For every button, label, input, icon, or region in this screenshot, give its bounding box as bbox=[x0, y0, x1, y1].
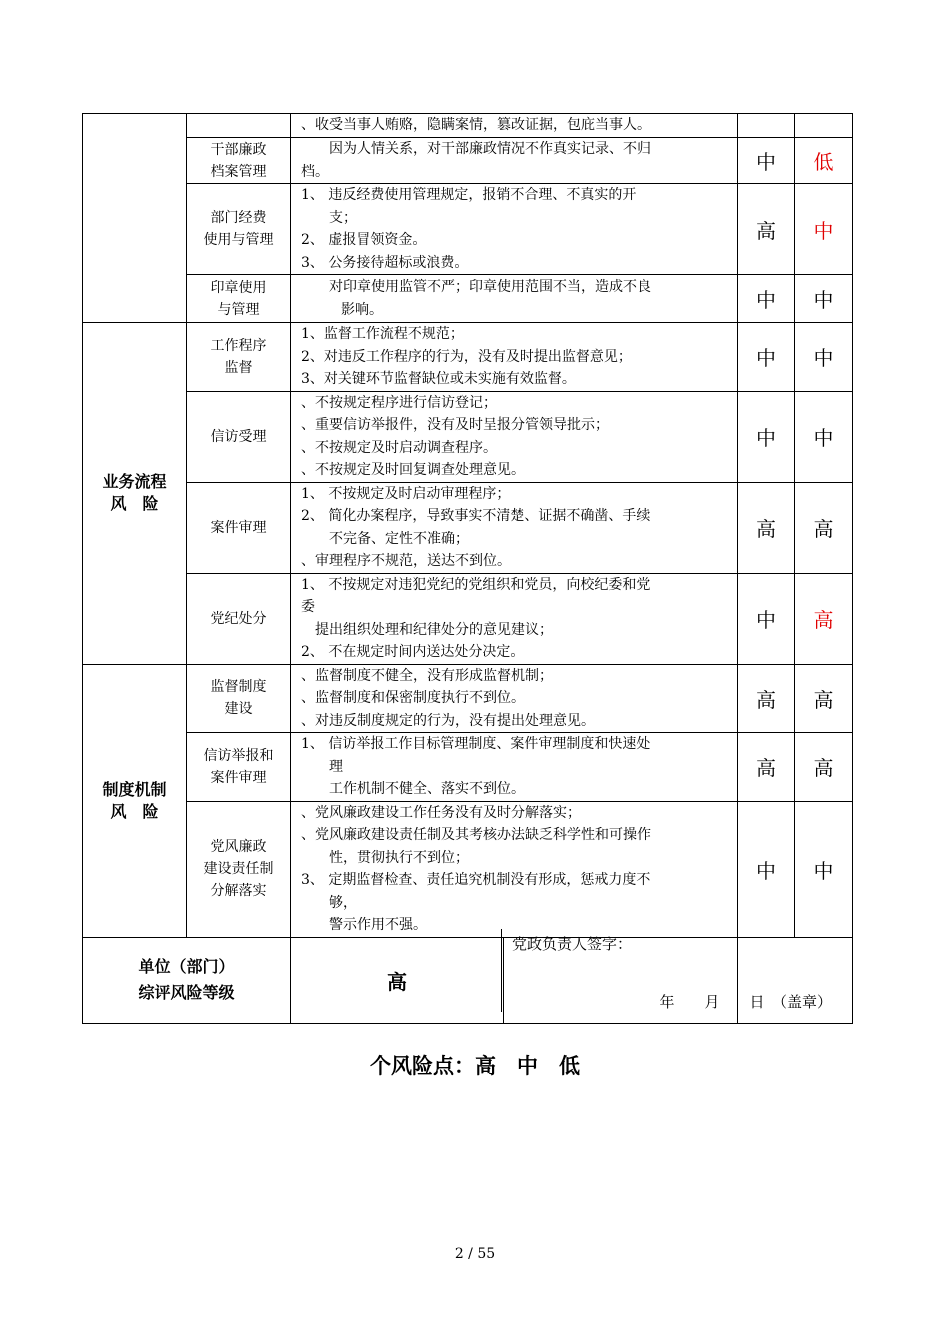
description-line: 、对违反制度规定的行为，没有提出处理意见。 bbox=[301, 712, 595, 729]
probability-level bbox=[738, 114, 795, 138]
sub-item-cell bbox=[187, 114, 291, 138]
table-row bbox=[83, 391, 853, 482]
sub-item-label: 部门经费 bbox=[210, 210, 267, 226]
date-seal-line: 年 月 日 （盖章） bbox=[659, 993, 832, 1011]
impact-level: 高 bbox=[795, 664, 853, 733]
description-line: 1、 违反经费使用管理规定，报销不合理、不真实的开 bbox=[301, 187, 637, 203]
probability-level: 中 bbox=[738, 573, 795, 664]
description-line: 不完备、定性不准确； bbox=[329, 530, 469, 547]
risk-assessment-table bbox=[82, 113, 853, 1024]
probability-level: 中 bbox=[738, 323, 795, 392]
sub-item-label: 监督制度 bbox=[210, 679, 267, 696]
overall-risk-value: 高 bbox=[291, 938, 504, 1023]
impact-level: 中 bbox=[795, 184, 853, 275]
table-row bbox=[83, 664, 853, 733]
description-line: 提出组织处理和纪律处分的意见建议； bbox=[315, 621, 553, 638]
description-line: 影响。 bbox=[341, 301, 383, 318]
description-line: 1、监督工作流程不规范； bbox=[301, 326, 464, 342]
description-line: 2、 简化办案程序，导致事实不清楚、证据不确凿、手续 bbox=[301, 508, 651, 524]
risk-description-cell bbox=[291, 323, 738, 392]
sub-item-label: 干部廉政 bbox=[210, 141, 267, 158]
probability-level: 高 bbox=[738, 733, 795, 802]
description-line: 1、 不按规定对违犯党纪的党组织和党员，向校纪委和党 bbox=[301, 576, 651, 593]
description-line: 、收受当事人贿赂，隐瞒案情，篡改证据，包庇当事人。 bbox=[301, 117, 651, 134]
risk-category-cell bbox=[83, 114, 187, 323]
sub-item-label: 党纪处分 bbox=[210, 610, 267, 627]
sub-item-cell bbox=[187, 184, 291, 275]
description-line: 理 bbox=[329, 758, 343, 775]
sub-item-cell bbox=[187, 664, 291, 733]
sub-item-cell bbox=[187, 275, 291, 323]
description-line: 2、 虚报冒领资金。 bbox=[301, 232, 427, 248]
description-line: 1、 不按规定及时启动审理程序； bbox=[301, 485, 511, 502]
table-row bbox=[83, 323, 853, 392]
table-row bbox=[83, 114, 853, 138]
impact-level: 低 bbox=[795, 138, 853, 184]
description-line: 对印章使用监管不严；印章使用范围不当，造成不良 bbox=[329, 279, 651, 295]
risk-category-business-process bbox=[83, 323, 187, 665]
probability-level: 高 bbox=[738, 184, 795, 275]
table-row bbox=[83, 733, 853, 802]
sub-item-label: 案件审理 bbox=[210, 519, 267, 536]
probability-level: 高 bbox=[738, 482, 795, 573]
table-row bbox=[83, 138, 853, 184]
sub-item-label: 建设责任制 bbox=[203, 861, 274, 877]
page-number: 2 / 55 bbox=[454, 1246, 496, 1262]
overall-risk-label-line: 单位（部门） bbox=[138, 957, 235, 976]
description-line: 警示作用不强。 bbox=[329, 917, 427, 933]
sub-item-label: 建设 bbox=[224, 701, 253, 718]
description-line: 、党风廉政建设工作任务没有及时分解落实； bbox=[301, 804, 581, 821]
risk-points-legend: 个风险点：高 中 低 bbox=[370, 1054, 580, 1078]
probability-level: 高 bbox=[738, 664, 795, 733]
impact-level: 中 bbox=[795, 323, 853, 392]
probability-level: 中 bbox=[738, 275, 795, 323]
impact-level: 中 bbox=[795, 391, 853, 482]
risk-description-cell bbox=[291, 573, 738, 664]
category-label: 制度机制 bbox=[102, 779, 167, 799]
sub-item-cell bbox=[187, 573, 291, 664]
sub-item-cell bbox=[187, 801, 291, 937]
risk-description-cell bbox=[291, 801, 738, 937]
risk-category-system-mechanism bbox=[83, 664, 187, 937]
risk-description-cell bbox=[291, 391, 738, 482]
description-line: 、党风廉政建设责任制及其考核办法缺乏科学性和可操作 bbox=[301, 827, 651, 843]
sub-item-cell bbox=[187, 733, 291, 802]
table-row bbox=[83, 801, 853, 937]
description-line: 、重要信访举报件，没有及时呈报分管领导批示； bbox=[301, 417, 609, 433]
sub-item-cell bbox=[187, 482, 291, 573]
description-line: 够， bbox=[329, 894, 357, 911]
risk-description-cell bbox=[291, 482, 738, 573]
table-row bbox=[83, 184, 853, 275]
risk-description-cell bbox=[291, 114, 738, 138]
sub-item-label: 工作程序 bbox=[210, 337, 267, 354]
signature-block bbox=[501, 929, 852, 1012]
impact-level: 高 bbox=[795, 733, 853, 802]
probability-level: 中 bbox=[738, 391, 795, 482]
sub-item-label: 监督 bbox=[224, 359, 253, 376]
description-line: 支； bbox=[329, 209, 357, 226]
party-leader-signature-label: 党政负责人签字： bbox=[512, 935, 633, 953]
risk-description-cell bbox=[291, 184, 738, 275]
probability-level: 中 bbox=[738, 138, 795, 184]
risk-description-cell bbox=[291, 138, 738, 184]
sub-item-cell bbox=[187, 138, 291, 184]
category-label: 业务流程 bbox=[102, 472, 167, 492]
overall-risk-label bbox=[83, 937, 291, 1023]
description-line: 委 bbox=[301, 599, 315, 615]
sub-item-label: 档案管理 bbox=[210, 163, 267, 180]
sub-item-label: 使用与管理 bbox=[203, 232, 274, 248]
sub-item-label: 案件审理 bbox=[210, 769, 267, 786]
description-line: 3、 定期监督检查、责任追究机制没有形成，惩戒力度不 bbox=[301, 872, 651, 888]
description-line: 、监督制度不健全，没有形成监督机制； bbox=[301, 667, 553, 684]
sub-item-label: 与管理 bbox=[217, 301, 260, 318]
description-line: 性，贯彻执行不到位； bbox=[329, 849, 469, 866]
description-line: 、不按规定及时启动调查程序。 bbox=[301, 439, 497, 456]
description-line: 、监督制度和保密制度执行不到位。 bbox=[301, 690, 525, 706]
impact-level: 中 bbox=[795, 801, 853, 937]
sub-item-cell bbox=[187, 391, 291, 482]
description-line: 3、对关键环节监督缺位或未实施有效监督。 bbox=[301, 371, 576, 387]
table-row bbox=[83, 275, 853, 323]
description-line: 、审理程序不规范，送达不到位。 bbox=[301, 553, 511, 569]
impact-level bbox=[795, 114, 853, 138]
impact-level: 高 bbox=[795, 573, 853, 664]
sub-item-label: 信访受理 bbox=[210, 428, 267, 445]
risk-description-cell bbox=[291, 664, 738, 733]
sub-item-label: 印章使用 bbox=[210, 279, 267, 296]
impact-level: 高 bbox=[795, 482, 853, 573]
overall-risk-label-line: 综评风险等级 bbox=[138, 983, 235, 1002]
description-line: 、不按规定程序进行信访登记； bbox=[301, 394, 497, 411]
category-label: 风 险 bbox=[110, 801, 159, 821]
description-line: 、不按规定及时回复调查处理意见。 bbox=[301, 462, 525, 478]
description-line: 2、 不在规定时间内送达处分决定。 bbox=[301, 644, 525, 660]
sub-item-cell bbox=[187, 323, 291, 392]
sub-item-label: 分解落实 bbox=[210, 883, 267, 899]
category-label: 风 险 bbox=[110, 494, 159, 514]
risk-description-cell bbox=[291, 733, 738, 802]
impact-level: 中 bbox=[795, 275, 853, 323]
risk-description-cell bbox=[291, 275, 738, 323]
sub-item-label: 信访举报和 bbox=[203, 747, 274, 764]
description-line: 2、对违反工作程序的行为，没有及时提出监督意见； bbox=[301, 348, 632, 365]
description-line: 3、 公务接待超标或浪费。 bbox=[301, 254, 469, 271]
description-line: 因为人情关系，对干部廉政情况不作真实记录、不归 bbox=[329, 141, 651, 157]
description-line: 工作机制不健全、落实不到位。 bbox=[329, 781, 525, 797]
sub-item-label: 党风廉政 bbox=[210, 839, 267, 855]
probability-level: 中 bbox=[738, 801, 795, 937]
description-line: 档。 bbox=[301, 163, 329, 180]
description-line: 1、 信访举报工作目标管理制度、案件审理制度和快速处 bbox=[301, 736, 651, 752]
table-row bbox=[83, 482, 853, 573]
table-row bbox=[83, 573, 853, 664]
